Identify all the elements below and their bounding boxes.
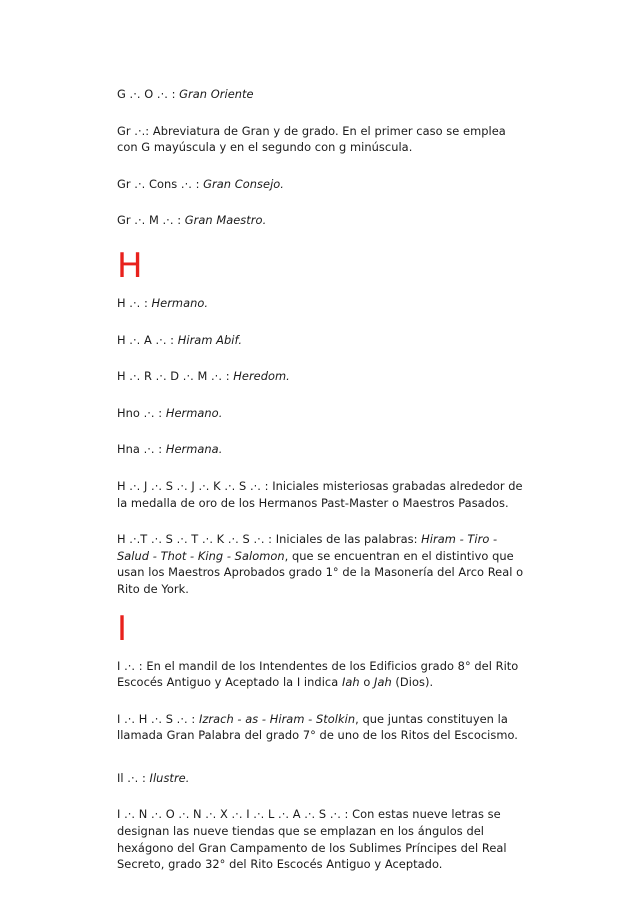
entry-il: Il .·. : Ilustre. <box>117 770 190 785</box>
entry-i-h-s: I .·. H .·. S .·. : Izrach - as - Hiram - Stolkin, que juntas constituyen la llamada Gran Palabra del grado 7° de uno de los Ritos del Escocismo. <box>117 711 518 743</box>
entry-i-n-o-n-x-i-l-a-s: I .·. N .·. O .·. N .·. X .·. I .·. L .·. A .·. S .·. : Con estas nueve letras se designan las nueve tiendas que se emplazan en los ángulos del hexágono del Gran Campamento de los Sublimes Príncipes del Real Secreto, grado 32° del Rito Escocés Antiguo y Aceptado. <box>117 807 507 872</box>
entry-h: H .·. : Hermano. <box>117 295 209 310</box>
entry-gr-m: Gr .·. M .·. : Gran Maestro. <box>117 213 267 228</box>
entry-hno: Hno .·. : Hermano. <box>117 405 223 420</box>
section-heading-i: I <box>117 608 128 649</box>
entry-h-t-s-t-k-s: H .·.T .·. S .·. T .·. K .·. S .·. : Iniciales de las palabras: Hiram - Tiro - Salud - Thot - King - Salomon, que se encuentran en el distintivo que usan los Maestros Aprobados grado 1° de la Masonería del Arco Real o Rito de York. <box>117 532 524 596</box>
section-heading-h: H <box>117 245 143 286</box>
document-page <box>117 86 527 873</box>
entry-gr: Gr .·.: Abreviatura de Gran y de grado. En el primer caso se emplea con G mayúscula y en el segundo con g minúscula. <box>117 123 506 155</box>
entry-h-j-s-j-k-s: H .·. J .·. S .·. J .·. K .·. S .·. : Iniciales misteriosas grabadas alrededor de la medalla de oro de los Hermanos Past-Master o Maestros Pasados. <box>117 478 523 510</box>
entry-gr-cons: Gr .·. Cons .·. : Gran Consejo. <box>117 176 284 191</box>
entry-g-o: G .·. O .·. : Gran Oriente <box>117 87 254 101</box>
entry-h-r-d-m: H .·. R .·. D .·. M .·. : Heredom. <box>117 369 290 384</box>
entry-hna: Hna .·. : Hermana. <box>117 442 223 457</box>
entry-i: I .·. : En el mandil de los Intendentes de los Edificios grado 8° del Rito Escocés Antiguo y Aceptado la I indica Iah o Jah (Dios). <box>117 658 519 690</box>
entry-h-a: H .·. A .·. : Hiram Abif. <box>117 332 243 347</box>
